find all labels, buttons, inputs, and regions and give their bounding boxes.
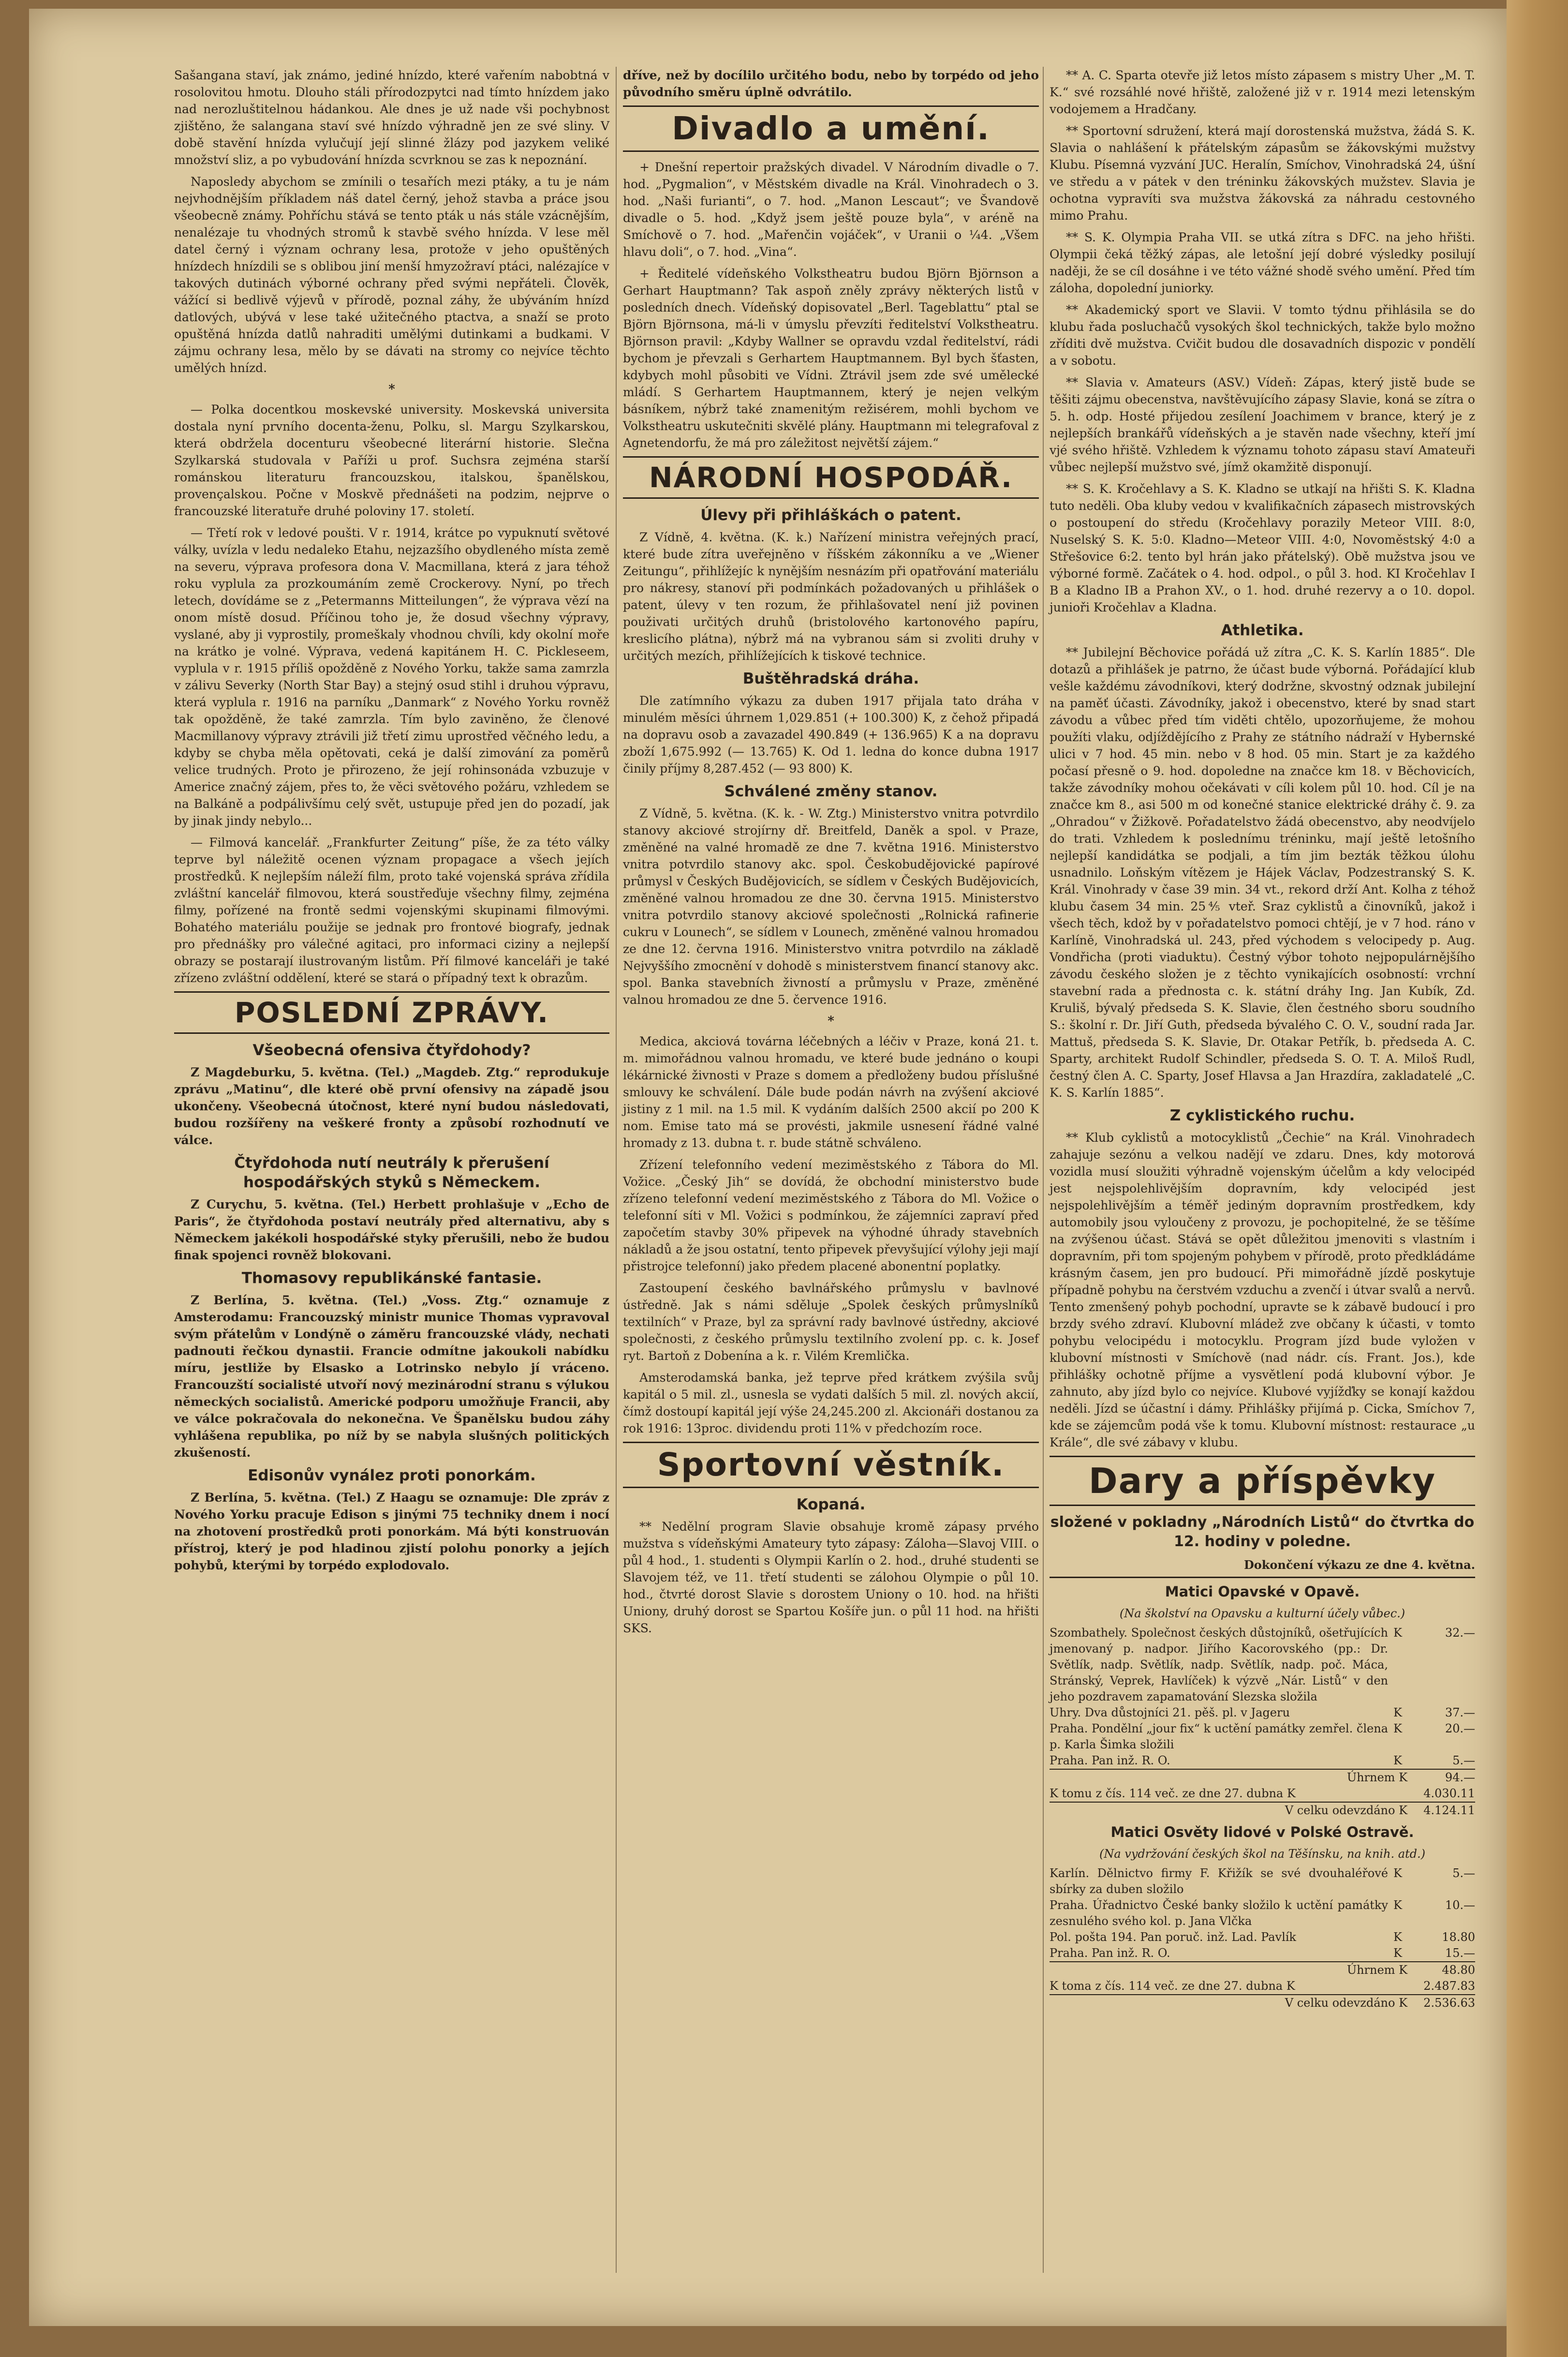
article-bustehradska: Dle zatímního výkazu za duben 1917 přijala tato dráha v minulém měsíci úhrnem 1,029.851 (+ 100.300) K, z čehož připadá na dopravu osob a zavazadel 490.849 (+ 136.965) K a na dopravu zboží 1,675.992 (— 13.765) K. Od 1. ledna do konce dubna 1917 činily příjmy 8,287.452 (— 93 800) K. (623, 694, 1039, 776)
headline-athletika: Athletika. (1221, 622, 1304, 639)
gift-currency: K (1393, 1930, 1402, 1944)
separator-star: * (388, 382, 395, 397)
gift-amount: 20.— (1445, 1722, 1475, 1735)
column-rule-2 (1043, 67, 1044, 2273)
gift-subtotal-amount: 94.— (1407, 1769, 1475, 1786)
article-bechovice: ** Jubilejní Běchovice pořádá už zítra „C. K. S. Karlín 1885“. Dle dotazů a přihlášek je patrno, že účast bude výborná. Pořádající klub vešle každému závodníkovi, který dodržne, skvostný odznak jubilejní na paměť účasti. Závodníky, jakož i obecenstvo, které by snad start závodu a vůbec před tím viděti chtělo, upozorňujeme, že mohou použíti vlaku, odjíždějícího z Prahy ze státního nádraží v Hybernské ulici v 7 hod. 45 min. nebo v 8 hod. 05 min. Start je za každého počasí přesně o 9. hod. dopoledne na značce km 18. v Běchovicích, takže závodníky mohou očekávati v cíli kolem půl 10. hod. Cíl je na značce km 8., asi 500 m od konečné stanice elektrické dráhy č. 9. za „Ohradou“ v Žižkově. Pořadatelstvo žádá obecenstvo, aby neodvíjelo do trati. Vzhledem k poslednímu tréninku, mají ještě letošního nejlepší kandidátka se podjali, a tím jim bezták těžkou úlohu usnadnilo. Loňským vítězem je Hájek Václav, Podzestranský S. K. Král. Vinohrady v čase 39 min. 34 vt., rekord drží Ant. Kolha z téhož klubu časem 34 min. 25⅘ vteř. Sraz cyklistů a činovníků, jakož i všech těch, kdož by v pořadatelstvo pomoci chtějí, je v 7 hod. ráno v Karlíně, Vinohradská ul. 243, před východem s velocipedy p. Aug. Vondřicha (proti viaduktu). Čestný výbor tohoto nejpopulárnějšího závodu českého složen je z těchto vynikajících osobností: vrchní stavební rada a přednosta c. k. státní dráhy Ing. Jan Kubík, Zd. Kruliš, bývalý předseda S. K. Slavie, člen čestného sboru soudního S.: školní r. Dr. Jiří Guth, předseda bývalého C. O. V., soudní rada Jar. Mattuš, předseda S. K. Slavie, Dr. Otakar Petřík, b. předseda A. C. Sparty, architekt Rudolf Schindler, předseda S. O. T. A. Miloš Rudl, čestný člen A. C. Sparty, Josef Hlavsa a Jan Hrazdíra, zakladatelé „C. K. S. Karlín 1885“. (1050, 645, 1475, 1100)
gift-text: Praha. Úřadnictvo České banky složilo k uctění památky zesnulého svého kol. p. Jana Vlčka (1050, 1898, 1388, 1928)
newspaper-page (29, 9, 1507, 2326)
section-narodni-hospodar: NÁRODNÍ HOSPODÁŘ. (623, 456, 1039, 499)
article-telefon: Zřízení telefonního vedení meziměstského z Tábora do Ml. Vožice. „Český Jih“ se dovídá, že obchodní ministerstvo bude zřízeno telefonní vedení meziměstského z Tábora do Ml. Vožice o telefonní síti v Ml. Vožici s podmínkou, že zájemníci zapraví před započetím stavby 30% připevek na výhodné úhrady stavebních nákladů a že jsou ostatní, tento připevek převyšující výlohy jeji mají přistrojce telefonní) jako předem placené abonentní poplatky. (623, 1158, 1039, 1273)
gift-previous-amount: 4.030.11 (1423, 1787, 1475, 1800)
gift-subtotal-label: Úhrnem K (1050, 1962, 1407, 1978)
article-repertoir: + Dnešní repertoir pražských divadel. V Národním divadle o 7. hod. „Pygmalion“, v Městském divadle na Král. Vinohradech o 3. hod. „Naši furianti“, o 7. hod. „Manon Lescaut“; ve Švandově divadle o 5. hod. „Když jsem ještě pouze byla“, v aréně na Smíchově o 7. hod. „Mařenčin vojáček“, v Uranii o ¼4. „Všem hlavu doli“, o 7. hod. „Vina“. (623, 160, 1039, 259)
gifts-title-matice-osvety: Matici Osvěty lidové v Polské Ostravě. (1110, 1824, 1414, 1840)
gift-row (1050, 1705, 1475, 1721)
gift-row (1050, 1945, 1475, 1962)
section-divadlo-a-umeni: Divadlo a umění. (623, 105, 1039, 152)
column-1 (174, 67, 609, 1579)
gift-currency: K (1393, 1946, 1402, 1960)
article-polka-docentkou: — Polka docentkou moskevské university. Moskevská universita dostala nyní prvního docenta-ženu, Polku, sl. Margu Szylkarskou, která obdržela docenturu všeobecné literární historie. Slečna Szylkarská studovala v Paříži u prof. Suchsra zejména starší románskou literaturu francouzskou, italskou, španělskou, provençalskou. Počne v Moskvě přednášeti na podzim, nejprve o francouzské literatuře druhé poloviny 17. století. (174, 403, 609, 518)
article-ofensiva: Z Magdeburku, 5. května. (Tel.) „Magdeb. Ztg.“ reprodukuje zprávu „Matinu“, dle které obě první ofensivy na západě jsou ukončeny. Všeobecná útočnost, které nyní budou následovati, budou rozšířeny na veškeré fronty a způsobí rozhodnutí ve válce. (174, 1065, 609, 1147)
article-krocehlavy-kladno: ** S. K. Kročehlavy a S. K. Kladno se utkají na hřišti S. K. Kladna tuto neděli. Oba kluby vedou v kvalifikačních zápasech mistrovských o postoupení do středu (Kročehlavy porazily Meteor VIII. 8:0, Nuselský S. K. 5:0. Kladno—Meteor VIII. 4:0, Novoměstský 4:0 a Střešovice 6:2. tento byl hrán jako přátelský). Obě mužstva jsou ve výborné formě. Začátek o 4. hod. odpol., o půl 3. hod. KI Kročehlav I B a Kladno IB a Prahon XV., o 1. hod. druhé rezervy a o 10. dopol. junioři Kročehlav a Kladna. (1050, 482, 1475, 614)
gift-amount: 5.— (1452, 1866, 1475, 1880)
gift-currency: K (1393, 1626, 1402, 1640)
article-slavia-program: ** Nedělní program Slavie obsahuje kromě zápasy prvého mužstva s vídeňskými Amateury tyto zápasy: Záloha—Slavoj VIII. o půl 4 hod., 1. studenti s Olympii Karlín o 2. hod., druhé studenti se Slavojem též, ve 11. třetí studenti se zálohou Olympie o půl 10. hod., čtvrté dorost Slavie s dorostem Uniony o 10. hod. na hřišti Uniony, druhý dorost se Spartou Košíře jun. o půl 11 hod. na hřišti SKS. (623, 1520, 1039, 1635)
article-neutraly: Z Curychu, 5. května. (Tel.) Herbett prohlašuje v „Echo de Paris“, že čtyřdohoda postaví neutrály před alternativu, aby s Německem jakékoli hospodářské styky přerušili, nebo že budou finak spojenci rovněž blokovani. (174, 1197, 609, 1262)
gift-currency: K (1393, 1754, 1402, 1767)
article-bavlna: Zastoupení českého bavlnářského průmyslu v bavlnové ústředně. Jak s námi sděluje „Spolek českých průmyslníků textilních“ v Praze, byl za správní rady bavlnové ústředny, akciové společnosti, z českého průmyslu textilního zvolení pp. c. k. Josef ryt. Bartoň z Dobenína a k. r. Vilém Kremlička. (623, 1281, 1039, 1363)
gifts-continuation-note: Dokončení výkazu ze dne 4. května. (1243, 1558, 1475, 1572)
gift-text: Uhry. Dva důstojníci 21. pěš. pl. v Jageru (1050, 1706, 1290, 1719)
gift-amount: 15.— (1445, 1946, 1475, 1960)
gift-total-label: V celku odevzdáno K (1050, 1802, 1407, 1819)
article-sparta: ** A. C. Sparta otevře již letos místo zápasem s mistry Uher „M. T. K.“ své rozsáhlé nové hřiště, založené již v r. 1914 mezi letenským vodojemem a Hradčany. (1050, 68, 1475, 116)
gift-subtotal-amount: 48.80 (1407, 1962, 1475, 1978)
gift-total-amount: 4.124.11 (1407, 1802, 1475, 1819)
headline-kopana: Kopaná. (796, 1496, 866, 1513)
divider (1050, 1577, 1475, 1578)
article-ledova-poust: — Třetí rok v ledové poušti. V r. 1914, krátce po vypuknutí světové války, uvízla v ledu nedaleko Etahu, nejzazšího obydleného místa země na severu, výprava profesora dona V. Macmillana, která z jara téhož roku vyplula za prozkoumáním země Crockerovy. Nyní, po třech letech, dovídáme se z „Petermanns Mitteilungen“, že výprava vězí na onom místě dosud. Příčinou toho je, že dosud všechny výpravy, vyslané, aby ji vyprostily, promeškaly vhodnou chvíli, kdy okolní moře na krátko je volné. Výprava, vedená kapitánem H. C. Pickleseem, vyplula v r. 1915 příliš opožděně z Nového Yorku, takže sama zamrzla v zálivu Severky (North Star Bay) a stejný osud stihl i druhou výpravu, která vyplula r. 1916 na parníku „Danmark“ z Nového Yorku rovněž tak opožděně, že také zamrzla. Tím bylo zaviněno, že členové Macmillanovy výpravy ztrávili již třetí zimu uprostřed věčného ledu, a kdyby se chyba měla opětovati, ceká je další zimování za poměrů velice trudných. Proto je přirozeno, že její rohinsonáda vzbuzuje v Americe značný zájem, přes to, že věci světového požáru, vzhledem se na Balkáně a podpálivšímu celý svět, ustupuje před jen do pozadí, jak by jinak jindy nebylo... (174, 526, 609, 828)
gifts-table-ostrava (1050, 1865, 1475, 2011)
gifts-table-opava (1050, 1625, 1475, 1819)
gifts-note: složené v pokladny „Národních Listů“ do čtvrtka do 12. hodiny v poledne. (1050, 1514, 1475, 1550)
gift-currency: K (1393, 1706, 1402, 1719)
gift-currency: K (1393, 1866, 1402, 1880)
gift-row (1050, 1897, 1475, 1929)
gift-row (1050, 1865, 1475, 1897)
column-rule-1 (616, 67, 617, 2273)
gift-total-amount: 2.536.63 (1407, 1995, 1475, 2011)
gifts-title-matice-opavska: Matici Opavské v Opavě. (1165, 1583, 1360, 1600)
gift-previous (1050, 1978, 1475, 1995)
article-salangana: Sašangana staví, jak známo, jediné hnízdo, které vařením nabobtná v rosolovitou hmotu. Dlouho stáli přírodozpytci nad tímto hnízdem jako nad nerozluštitelnou hádankou. Ale dnes je už nade vši pochybnost zjištěno, že salangana staví své hnízdo výhradně jen ze své sliny. V době stavění hnízda vylučují její slinné žlázy pod jazykem veliké množství sliz, a po vybudování hnízda scvrknou se zas k nepoznání. (174, 68, 609, 167)
headline-thomas: Thomasovy republikánské fantasie. (241, 1269, 542, 1287)
section-posledni-zpravy: POSLEDNÍ ZPRÁVY. (174, 991, 609, 1034)
gift-row (1050, 1753, 1475, 1769)
page-edge-shadow (1507, 0, 1568, 2357)
gift-total (1050, 1802, 1475, 1819)
column-2 (623, 67, 1039, 1641)
article-slavia-amateurs: ** Slavia v. Amateurs (ASV.) Vídeň: Zápas, který jistě bude se těšiti zájmu obecenstva, navštěvujícího zápasy Slavie, koná se zítra o 5. h. odp. Hosté přijedou zesílení Joachimem v brance, který je z nejlepších brankářů vídeňských a je stavěn nade všechny, kteří jmí vjé svého hřiště. Vzhledem k významu tohoto zápasu staví Amateuři vůbec nejlepší mužstvo své, jímž okamžitě disponují. (1050, 375, 1475, 474)
section-dary-a-prispevky: Dary a příspěvky (1050, 1456, 1475, 1506)
headline-cyklisticky-ruch: Z cyklistického ruchu. (1169, 1107, 1355, 1124)
gift-previous-label: K toma z čís. 114 več. ze dne 27. dubna K (1050, 1979, 1295, 1993)
gift-subtotal-label: Úhrnem K (1050, 1769, 1407, 1786)
article-akademicky-sport: ** Akademický sport ve Slavii. V tomto týdnu přihlásila se do klubu řada posluchačů vysokých škol technických, takže bylo možno zříditi dvě mužstva. Cvičit budou dle dosavadních dispozic v pondělí a v sobotu. (1050, 303, 1475, 368)
column-3 (1050, 67, 1475, 2011)
separator-star: * (828, 1014, 834, 1029)
headline-bustehradska: Buštěhradská dráha. (742, 670, 919, 687)
gift-text: Praha. Pondělní „jour fix“ k uctění památky zemřel. člena p. Karla Šimka složili (1050, 1722, 1388, 1751)
article-edison: Z Berlína, 5. května. (Tel.) Z Haagu se oznamuje: Dle zpráv z Nového Yorku pracuje Edison s jinými 75 techniky dnem i nocí na zhotovení prostředků proti ponorkám. Má býti konstruován přístroj, který je pod hladinou zjistí polohu ponorky a jejích pohybů, kterými by torpédo explodovalo. (174, 1491, 609, 1572)
section-sportovni-vestnik: Sportovní věstník. (623, 1442, 1039, 1488)
headline-edison: Edisonův vynález proti ponorkám. (248, 1467, 536, 1484)
gift-total (1050, 1995, 1475, 2011)
gift-amount: 32.— (1445, 1626, 1475, 1640)
article-continued: dříve, než by docílilo určitého bodu, nebo by torpédo od jeho původního směru úplně odvrátilo. (623, 68, 1039, 99)
article-thomas: Z Berlína, 5. května. (Tel.) „Voss. Ztg.“ oznamuje z Amsterodamu: Francouzský ministr munice Thomas vypravoval svým přátelům v Londýně o záměru francouzské vlády, nechati padnouti řečkou dynastii. Francie odmítne jakoukoli nabídku míru, jestliže by Elsasko a Lotrinsko nebylo jí vráceno. Francouzští socialisté utvoří nový mezinárodní stranu s výlukou německých socialistů. Americké podporu umožňuje Francii, aby ve válce pokračovala do nekonečna. Ve Španělsku budou záhy vyhlášena republika, po níž by se nabyla slušných politických zkušeností. (174, 1293, 609, 1460)
article-sportovni-sdruzeni: ** Sportovní sdružení, která mají dorostenská mužstva, žádá S. K. Slavia o nahlášení k přátelským zápasům se žákovskými mužstvy Klubu. Písemná vyzvání JUC. Heralín, Smíchov, Vinohradská 24, úšní ve středu a v pátek v den tréninku žákovských mužstev. Slavia je ochotna vypravíti sva mužstva žákovská za náhradu cestovného mimo Prahu. (1050, 124, 1475, 223)
article-patenty: Z Vídně, 4. května. (K. k.) Nařízení ministra veřejných prací, které bude zítra uveřejněno v říšském zákonníku a ve „Wiener Zeitungu“, přihlížejíc k nynějším nesnázím při opatřování materiálu pro nákresy, stanoví při podmínkách požadovaných u přihlášek o patent, úlevy v ten rozum, že přihlašovatel není již povinen použivati určitých druhů (bristolového kartonového papíru, kreslicího plátna), nýbrž má na vybranou sám si zvoliti druhy v určitých mezích, přihlížejících k tiskové technice. (623, 530, 1039, 663)
headline-neutraly: Čtyřdohoda nutí neutrály k přerušení hospodářských styků s Německem. (234, 1154, 549, 1191)
gift-text: Szombathely. Společnost českých důstojníků, ošetřujících jmenovaný p. nadpor. Jiřího Kacorovského (pp.: Dr. Světlík, nadp. Světlík, nadp. Světlík, nadp. poč. Máca, Stránský, Veprek, Havlíček) k výzvě „Nár. Listů“ v den jeho pozdravem zapamatování Slezska složila (1050, 1626, 1388, 1703)
gift-total-label: V celku odevzdáno K (1050, 1995, 1407, 2011)
article-amsterodam: Amsterodamská banka, jež teprve před krátkem zvýšila svůj kapitál o 5 mil. zl., usnesla se vydati dalších 5 mil. zl. nových akcií, čímž dostoupí kapitál její výše 24,245.200 zl. Akcionáři dostanou za rok 1916: 13proc. dividendu proti 11% v předchozím roce. (623, 1371, 1039, 1435)
gift-currency: K (1393, 1898, 1402, 1912)
gift-row (1050, 1929, 1475, 1945)
gift-row (1050, 1625, 1475, 1705)
gift-text: Praha. Pan inž. R. O. (1050, 1946, 1170, 1960)
gift-amount: 37.— (1445, 1706, 1475, 1719)
gift-previous-label: K tomu z čís. 114 več. ze dne 27. dubna K (1050, 1787, 1296, 1800)
gift-currency: K (1393, 1722, 1402, 1735)
gift-subtotal (1050, 1769, 1475, 1786)
article-stanovy: Z Vídně, 5. května. (K. k. - W. Ztg.) Ministerstvo vnitra potvrdilo stanovy akciové strojírny dř. Breitfeld, Daněk a spol. v Praze, změněné na valné hromadě ze dne 7. května 1916. Ministerstvo vnitra potvrdilo stanovy akc. spol. Českobudějovické papírové průmysl v Českých Budějovicích, se sídlem v Českých Budějovicích, změněné valnou hromadou ze dne 30. června 1915. Ministerstvo vnitra potvrdilo stanovy akciové společnosti „Rolnická rafinerie cukru v Lounech“, se sídlem v Lounech, změněné valnou hromadou ze dne 12. června 1916. Ministerstvo vnitra potvrdilo na základě Nejvyššího zmocnění v dohodě s ministerstvem financí stanovy akc. spol. Banka stavebních živností a průmyslu v Praze, změněné valnou hromadou ze dne 5. července 1916. (623, 806, 1039, 1007)
article-datel: Naposledy abychom se zmínili o tesařích mezi ptáky, a tu je nám nejvhodnějším příkladem náš datel černý, jehož stavba a práce jsou všeobecně známy. Pohříchu stává se tento pták u nás stále vzácnějším, nenalézaje tu vhodných stromů k stavbě svého hnízda. V lese měl datel černý i význam ochrany lesa, protože v jeho opuštěných hnízdech hnízdili se s oblibou jiní menší hmyzožraví ptáci, nalézajíce v takových dutinách výborné ochrany před svými nepřáteli. Člověk, vážící si bedlivě výjevů v přírodě, poznal záhy, že ubýváním hnízd datlových, ubývá v lese také užitečného ptactva, a snaží se proto opuštěná hnízda datlů nahraditi umělými dutinkami a budkami. V zájmu ochrany lesa, mělo by se dávati na stromy co nejvíce těchto umělých hnízd. (174, 175, 609, 375)
gift-row (1050, 1721, 1475, 1753)
gift-text: Karlín. Dělnictvo firmy F. Křižík se své dvouhaléřové sbírky za duben složilo (1050, 1866, 1388, 1896)
gift-text: Pol. pošta 194. Pan poruč. inž. Lad. Pavlík (1050, 1930, 1296, 1944)
gift-previous (1050, 1786, 1475, 1802)
article-medica: Medica, akciová továrna léčebných a léčiv v Praze, koná 21. t. m. mimořádnou valnou hromadu, ve které bude jednáno o koupi lékárnické živnosti v Praze s domem a předloženy budou příslušné smlouvy ke schválení. Dále bude podán návrh na zvýšení akciové jistiny z 1 mil. na 1.5 mil. K vydáním dalších 2500 akcií po 200 K nom. Emise tato má se provésti, jakmile usnesení řádné valné hromady z 13. dubna t. r. bude státně schváleno. (623, 1034, 1039, 1150)
article-volkstheater: + Ředitelé vídeňského Volkstheatru budou Björn Björnson a Gerhart Hauptmann? Tak aspoň zněly zprávy některých listů v posledních dnech. Vídeňský dopisovatel „Berl. Tageblattu“ ptal se Björn Björnsona, má-li v úmyslu převzíti ředitelství Volkstheatru. Björnson pravil: „Kdyby Wallner se opravdu vzdal ředitelství, rádi bychom je převzali s Gerhartem Hauptmannem. Byl bych šťasten, kdybych mohl působiti ve Vídni. Ztrávil jsem zde své umělecké mládí. S Gerhartem Hauptmannem, který je nejen velkým básníkem, nýbrž také znamenitým režisérem, mohli bychom ve Volkstheatru uskutečniti skvělé plány. Hauptmann mi telegrafoval z Agnetendorfu, že má pro záležitost největší zájem.“ (623, 267, 1039, 450)
article-olympia: ** S. K. Olympia Praha VII. se utká zítra s DFC. na jeho hřišti. Olympii čeká těžký zápas, ale letošní její dobré výsledky posilují naději, že se cíl dosáhne i ve této vážné shodě svého umění. Před tím záloha, dopolední juniorky. (1050, 230, 1475, 295)
gift-text: Praha. Pan inž. R. O. (1050, 1754, 1170, 1767)
gifts-sub-matice-osvety: (Na vydržování českých škol na Těšínsku, na knih. atd.) (1099, 1847, 1426, 1861)
gift-amount: 5.— (1452, 1754, 1475, 1767)
article-cechie: ** Klub cyklistů a motocyklistů „Čechie“ na Král. Vinohradech zahajuje sezónu a velkou nadějí ve zdaru. Dnes, kdy motorová vozidla musí sloužiti výhradně vojenským účelům a kdy velocipéd jest nejspolehlivějším dopravním, kdy velocipéd jest nejspolehlivějším a téměř jediným dopravním prostředkem, kdy automobily jsou vyloučeny z provozu, je pochopitelné, že se těšíme na zvýšenou účast. Stává se opět důležitou jmenoviti s vlastním i dopravním, při tom spojeným pohybem v přírodě, proto předkládáme krásným časem, jen pro budoucí. Při mimořádně jízdě poskytuje případně pohybu na čerstvém vzduchu a zvenčí i útvar svalů a nervů. Tento zmenšený pohyb pochodní, upravte se k zábavě budoucí i pro brzdy svého zdraví. Klubovní mládež zve občany k účasti, v tomto pohybu velocipédu i motocyklu. Program jízd bude vyložen v klubovní místnosti v Smíchově (nad nádr. cís. Frant. Jos.), kde přihlášky ochotně příjme a vysvětlení podá klubovní výbor. Je zahnuto, aby jízd bylo co nejvíce. Klubové vyjížďky se konají každou neděli. Jízd se účastní i dámy. Přihlášky přijímá p. Cicka, Smíchov 7, kde se zájemcům podá vše k tomu. Klubovní místnost: restaurace „u Krále“, dle své zábavy v klubu. (1050, 1131, 1475, 1449)
headline-patenty: Úlevy při přihláškách o patent. (700, 507, 962, 524)
gift-subtotal (1050, 1962, 1475, 1978)
gift-amount: 10.— (1445, 1898, 1475, 1912)
gift-amount: 18.80 (1442, 1930, 1475, 1944)
headline-ofensiva: Všeobecná ofensiva čtyřdohody? (252, 1042, 531, 1059)
article-filmova-kancelar: — Filmová kancelář. „Frankfurter Zeitung“ píše, že za této války teprve byl náležitě ocenen význam propagace a všech jejích prostředků. K nejlepším náleží film, proto také vojenská správa zřídila zvláštní kancelář filmovou, která soustřeďuje všechny filmy, zejména filmy, pořízené na frontě sedmi vojenskými skupinami filmovými. Bohatého materiálu použije se jednak pro frontové biografy, jednak pro přednášky pro válečné agitaci, pro informaci ciziny a nejlepší obrazy se postarají ilustrovaným listům. Pří filmové kanceláři je také zřízeno zvláštní oddělení, které se stará o případný text k obrazům. (174, 835, 609, 985)
gift-previous-amount: 2.487.83 (1423, 1979, 1475, 1993)
gifts-sub-matice-opavska: (Na školství na Opavsku a kulturní účely vůbec.) (1119, 1607, 1405, 1620)
headline-stanovy: Schválené změny stanov. (724, 783, 938, 800)
